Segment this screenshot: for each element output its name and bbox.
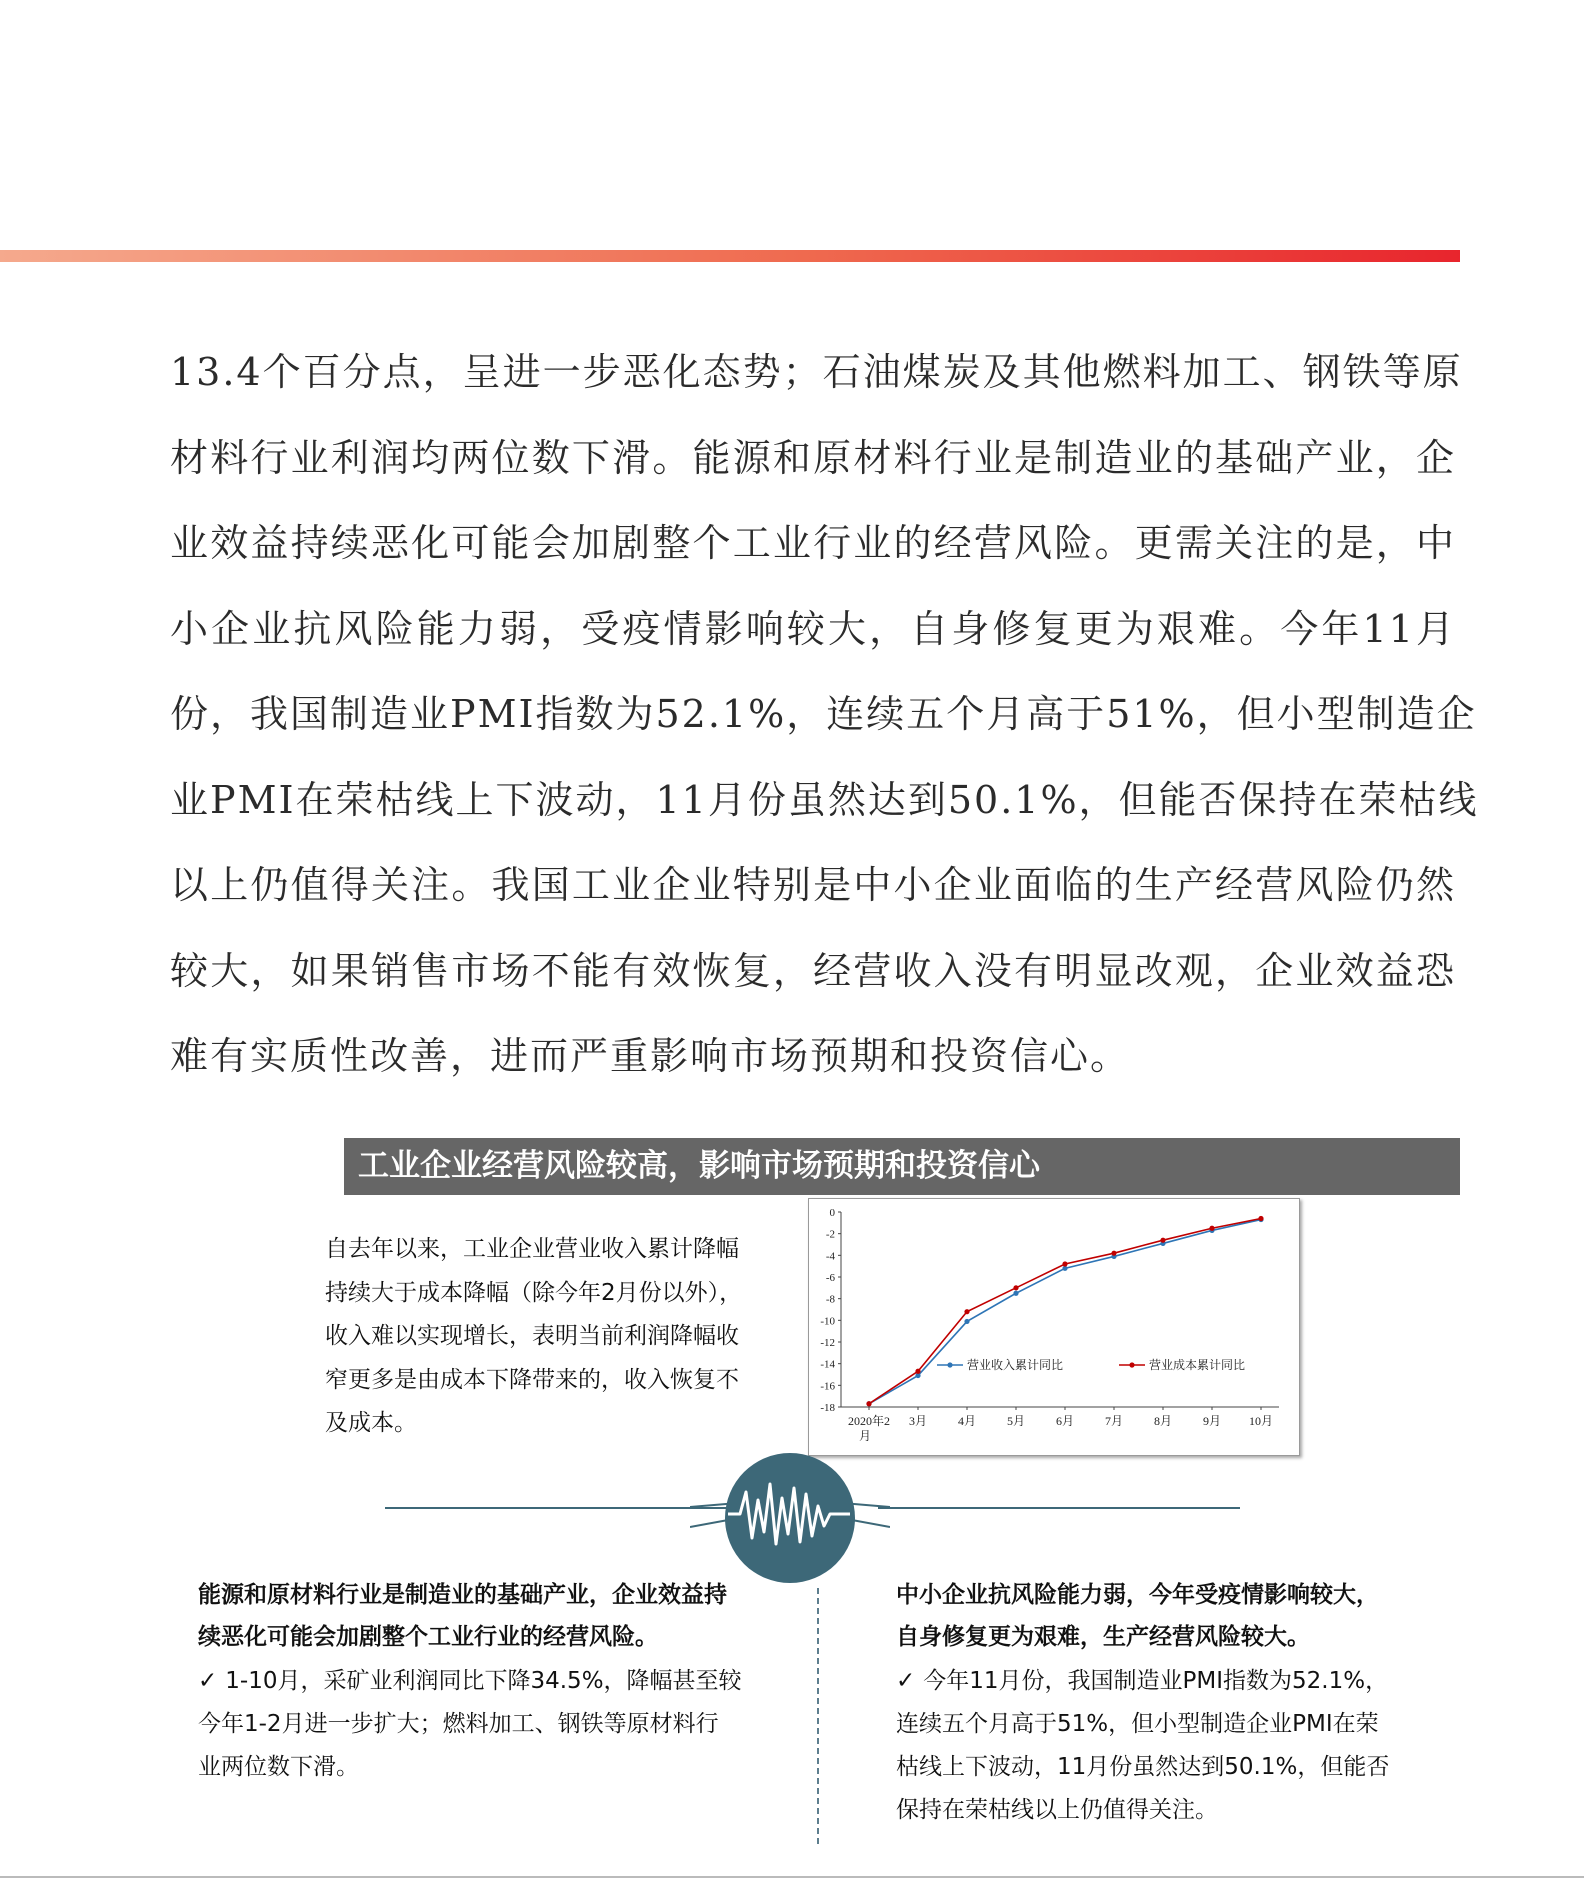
right-column-body <box>896 1660 1456 1832</box>
x-tick-label: 9月 <box>1202 1414 1222 1428</box>
body-paragraph <box>170 330 1479 1100</box>
legend-label: 营业成本累计同比 <box>1149 1358 1246 1372</box>
paragraph-line: 难有实质性改善，进而严重影响市场预期和投资信心。 <box>170 1034 1131 1078</box>
line-chart-svg <box>809 1199 1299 1455</box>
chart-note-line: 持续大于成本降幅（除今年2月份以外）， <box>325 1279 743 1306</box>
section-banner-title: 工业企业经营风险较高，影响市场预期和投资信心 <box>358 1148 1040 1184</box>
right-column <box>896 1574 1456 1832</box>
data-point <box>1062 1261 1067 1266</box>
data-point <box>1111 1251 1116 1256</box>
header-accent-rule <box>0 250 1460 262</box>
y-tick-label: -6 <box>825 1272 835 1284</box>
chart-note-line: 及成本。 <box>325 1410 417 1436</box>
y-tick-label: -16 <box>820 1380 835 1393</box>
divider-left <box>385 1507 740 1509</box>
legend-marker <box>947 1362 952 1367</box>
y-tick-label: -12 <box>820 1337 835 1349</box>
left-column-body <box>198 1660 778 1789</box>
column-separator <box>817 1588 819 1844</box>
check-icon: ✓ <box>198 1668 218 1694</box>
line-chart <box>808 1198 1300 1456</box>
page-bottom-border <box>0 1876 1584 1878</box>
heartbeat-wave-icon <box>690 1448 890 1588</box>
paragraph-line: 以上仍值得关注。我国工业企业特别是中小企业面临的生产经营风险仍然 <box>170 863 1456 907</box>
data-point <box>915 1369 920 1374</box>
x-tick-label: 2020年2 <box>847 1414 891 1428</box>
data-point <box>964 1309 969 1314</box>
x-tick-label: 7月 <box>1104 1414 1124 1428</box>
data-point <box>964 1319 969 1324</box>
series-line <box>869 1220 1261 1404</box>
x-tick-label: 10月 <box>1248 1414 1274 1428</box>
paragraph-line: 业PMI在荣枯线上下波动，11月份虽然达到50.1%，但能否保持在荣枯线 <box>170 777 1479 822</box>
right-body-line: 保持在荣枯线以上仍值得关注。 <box>896 1797 1218 1823</box>
right-column-heading: 中小企业抗风险能力弱，今年受疫情影响较大， <box>896 1582 1379 1608</box>
paragraph-line: 小企业抗风险能力弱，受疫情影响较大，自身修复更为艰难。今年11月 <box>170 606 1456 651</box>
right-body-line: 今年11月份，我国制造业PMI指数为52.1%， <box>923 1668 1389 1694</box>
x-tick-label: 8月 <box>1153 1414 1173 1428</box>
y-tick-label: -14 <box>820 1358 835 1371</box>
left-column-heading: 续恶化可能会加剧整个工业行业的经营风险。 <box>198 1624 658 1650</box>
y-tick-label: -10 <box>820 1315 835 1328</box>
y-tick-label: 0 <box>829 1207 835 1219</box>
legend-marker <box>1129 1362 1134 1367</box>
y-tick-label: -4 <box>825 1250 835 1263</box>
left-body-line: 今年1-2月进一步扩大；燃料加工、钢铁等原材料行 <box>198 1711 719 1737</box>
right-body-line: 枯线上下波动，11月份虽然达到50.1%，但能否 <box>896 1754 1390 1780</box>
chart-note-line: 自去年以来，工业企业营业收入累计降幅 <box>325 1236 739 1262</box>
paragraph-line: 份，我国制造业PMI指数为52.1%，连续五个月高于51%，但小型制造企 <box>170 692 1477 736</box>
right-body-line: 连续五个月高于51%，但小型制造企业PMI在荣 <box>896 1711 1379 1737</box>
check-icon: ✓ <box>896 1668 916 1694</box>
left-body-line: 1-10月，采矿业利润同比下降34.5%，降幅甚至较 <box>225 1668 742 1694</box>
paragraph-line: 13.4个百分点，呈进一步恶化态势；石油煤炭及其他燃料加工、钢铁等原 <box>170 350 1463 394</box>
data-point <box>1160 1238 1165 1243</box>
series-line <box>869 1219 1261 1404</box>
right-column-heading: 自身修复更为艰难，生产经营风险较大。 <box>896 1624 1310 1650</box>
x-tick-label: 6月 <box>1055 1414 1075 1428</box>
y-tick-label: -18 <box>820 1402 835 1414</box>
left-body-line: 业两位数下滑。 <box>198 1754 359 1780</box>
legend-label: 营业收入累计同比 <box>967 1358 1064 1372</box>
data-point <box>1013 1291 1018 1296</box>
left-column-heading: 能源和原材料行业是制造业的基础产业，企业效益持 <box>198 1582 727 1608</box>
paragraph-line: 材料行业利润均两位数下滑。能源和原材料行业是制造业的基础产业，企 <box>170 435 1456 480</box>
divider-right <box>878 1507 1240 1509</box>
y-tick-label: -2 <box>825 1228 835 1241</box>
x-tick-label: 3月 <box>908 1414 928 1428</box>
data-point <box>1258 1216 1263 1221</box>
chart-note-line: 收入难以实现增长，表明当前利润降幅收 <box>325 1323 739 1349</box>
x-tick-label: 月 <box>859 1429 872 1443</box>
data-point <box>1209 1226 1214 1231</box>
left-column <box>198 1574 778 1789</box>
data-point <box>1013 1285 1018 1290</box>
y-tick-label: -8 <box>825 1293 835 1306</box>
x-tick-label: 4月 <box>957 1414 977 1428</box>
paragraph-line: 较大，如果销售市场不能有效恢复，经营收入没有明显改观，企业效益恐 <box>170 948 1456 993</box>
data-point <box>866 1401 871 1406</box>
x-tick-label: 5月 <box>1006 1414 1026 1428</box>
chart-note-line: 窄更多是由成本下降带来的，收入恢复不 <box>325 1366 739 1393</box>
section-banner <box>344 1138 1460 1198</box>
paragraph-line: 业效益持续恶化可能会加剧整个工业行业的经营风险。更需关注的是，中 <box>170 521 1456 565</box>
chart-note <box>325 1228 795 1446</box>
